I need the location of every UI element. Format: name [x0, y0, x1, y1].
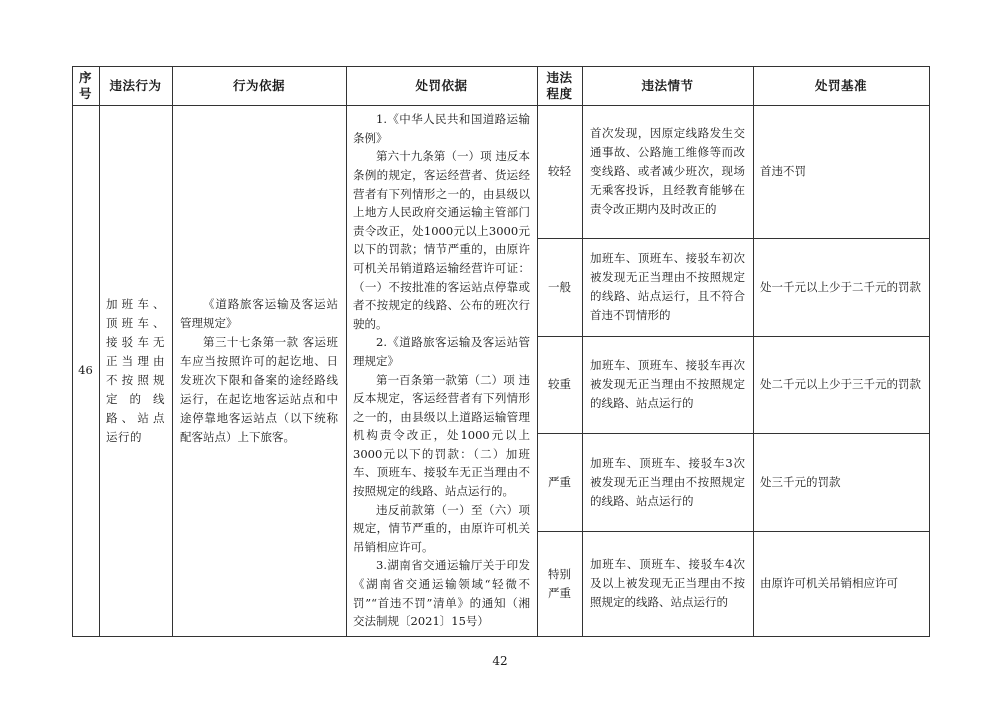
header-circumstances: 违法情节 [641, 78, 694, 93]
header-degree-line2: 程度 [546, 85, 573, 101]
degree-level-1: 较轻 [548, 164, 571, 178]
degree-level-5: 特别严重 [548, 566, 571, 600]
penalty-basis-regulation-title: 2.《道路旅客运输及客运站管理规定》 [353, 335, 530, 368]
row-number: 46 [78, 363, 93, 377]
header-basis: 行为依据 [232, 78, 285, 93]
basis-text [172, 105, 346, 636]
penalty-basis-severe-clause: 违反前款第（一）至（六）项规定，情节严重的，由原许可机关吊销相应许可。 [353, 502, 530, 554]
circumstance-level-3: 加班车、顶班车、接驳车再次被发现无正当理由不按照规定的线路、站点运行的 [590, 358, 745, 410]
penalty-basis-article-69: 第六十九条第（一）项 违反本条例的规定，客运经营者、货运经营者有下列情形之一的，由县级以上地方人民政府交通运输主管部门责令改正，处1000元以上3000元以下的罚款；情节严重的，由原许可机关吊销道路运输经营许可证：（一）不按批准的客运站点停靠或者不按规定的线路、公布的班次行驶的。 [353, 149, 530, 331]
basis-article: 第三十七条第一款 客运班车应当按照许可的起讫地、日发班次下限和备案的途经路线运行，在起讫地客运站点和中途停靠地客运站点（以下统称配客站点）上下旅客。 [180, 334, 338, 444]
penalty-basis-article-100: 第一百条第一款第（二）项 违反本规定，客运经营者有下列情形之一的，由县级以上道路运输管理机构责令改正，处1000元以上3000元以下的罚款：（二）加班车、顶班车、接驳车无正当理由不按照规定的线路、站点运行的。 [353, 372, 530, 499]
degree-level-2: 一般 [548, 279, 571, 294]
standard-level-4: 处三千元的罚款 [760, 474, 841, 489]
header-number [72, 66, 99, 105]
basis-regulation-title: 《道路旅客运输及客运站管理规定》 [180, 296, 338, 330]
header-number-line2: 号 [78, 85, 92, 101]
header-penalty-basis: 处罚依据 [415, 78, 468, 93]
degree-level-3: 较重 [548, 377, 571, 391]
header-standard: 处罚基准 [814, 78, 867, 93]
circumstance-level-2: 加班车、顶班车、接驳车初次被发现无正当理由不按照规定的线路、站点运行，且不符合首违不罚情形的 [590, 251, 745, 322]
penalty-basis-notice: 3.湖南省交通运输厅关于印发《湖南省交通运输领域“轻微不罚”“首违不罚”清单》的通知（湘交法制规〔2021〕15号） [353, 558, 530, 629]
page-number: 42 [492, 654, 508, 668]
circumstance-level-4: 加班车、顶班车、接驳车3次被发现无正当理由不按照规定的线路、站点运行的 [590, 455, 745, 508]
standard-level-5: 由原许可机关吊销相应许可 [760, 576, 898, 590]
standard-level-1: 首违不罚 [760, 164, 806, 178]
violation-description: 加班车、顶班车、接驳车无正当理由不按照规定的线路、站点运行的 [106, 296, 165, 444]
standard-level-2: 处一千元以上少于二千元的罚款 [760, 279, 921, 294]
header-degree-line1: 违法 [546, 69, 573, 85]
header-degree [537, 66, 582, 105]
penalty-basis-law-title: 1.《中华人民共和国道路运输条例》 [353, 112, 530, 145]
penalty-basis-text [346, 105, 537, 636]
header-violation: 违法行为 [109, 78, 162, 93]
circumstance-level-5: 加班车、顶班车、接驳车4次及以上被发现无正当理由不按照规定的线路、站点运行的 [590, 557, 745, 609]
circumstance-level-1: 首次发现，因原定线路发生交通事故、公路施工维修等而改变线路、或者减少班次，现场无乘客投诉，且经教育能够在责令改正期内及时改正的 [590, 126, 745, 216]
degree-level-4: 严重 [548, 474, 571, 489]
standard-level-3: 处二千元以上少于三千元的罚款 [760, 377, 921, 391]
header-number-line1: 序 [78, 69, 92, 85]
